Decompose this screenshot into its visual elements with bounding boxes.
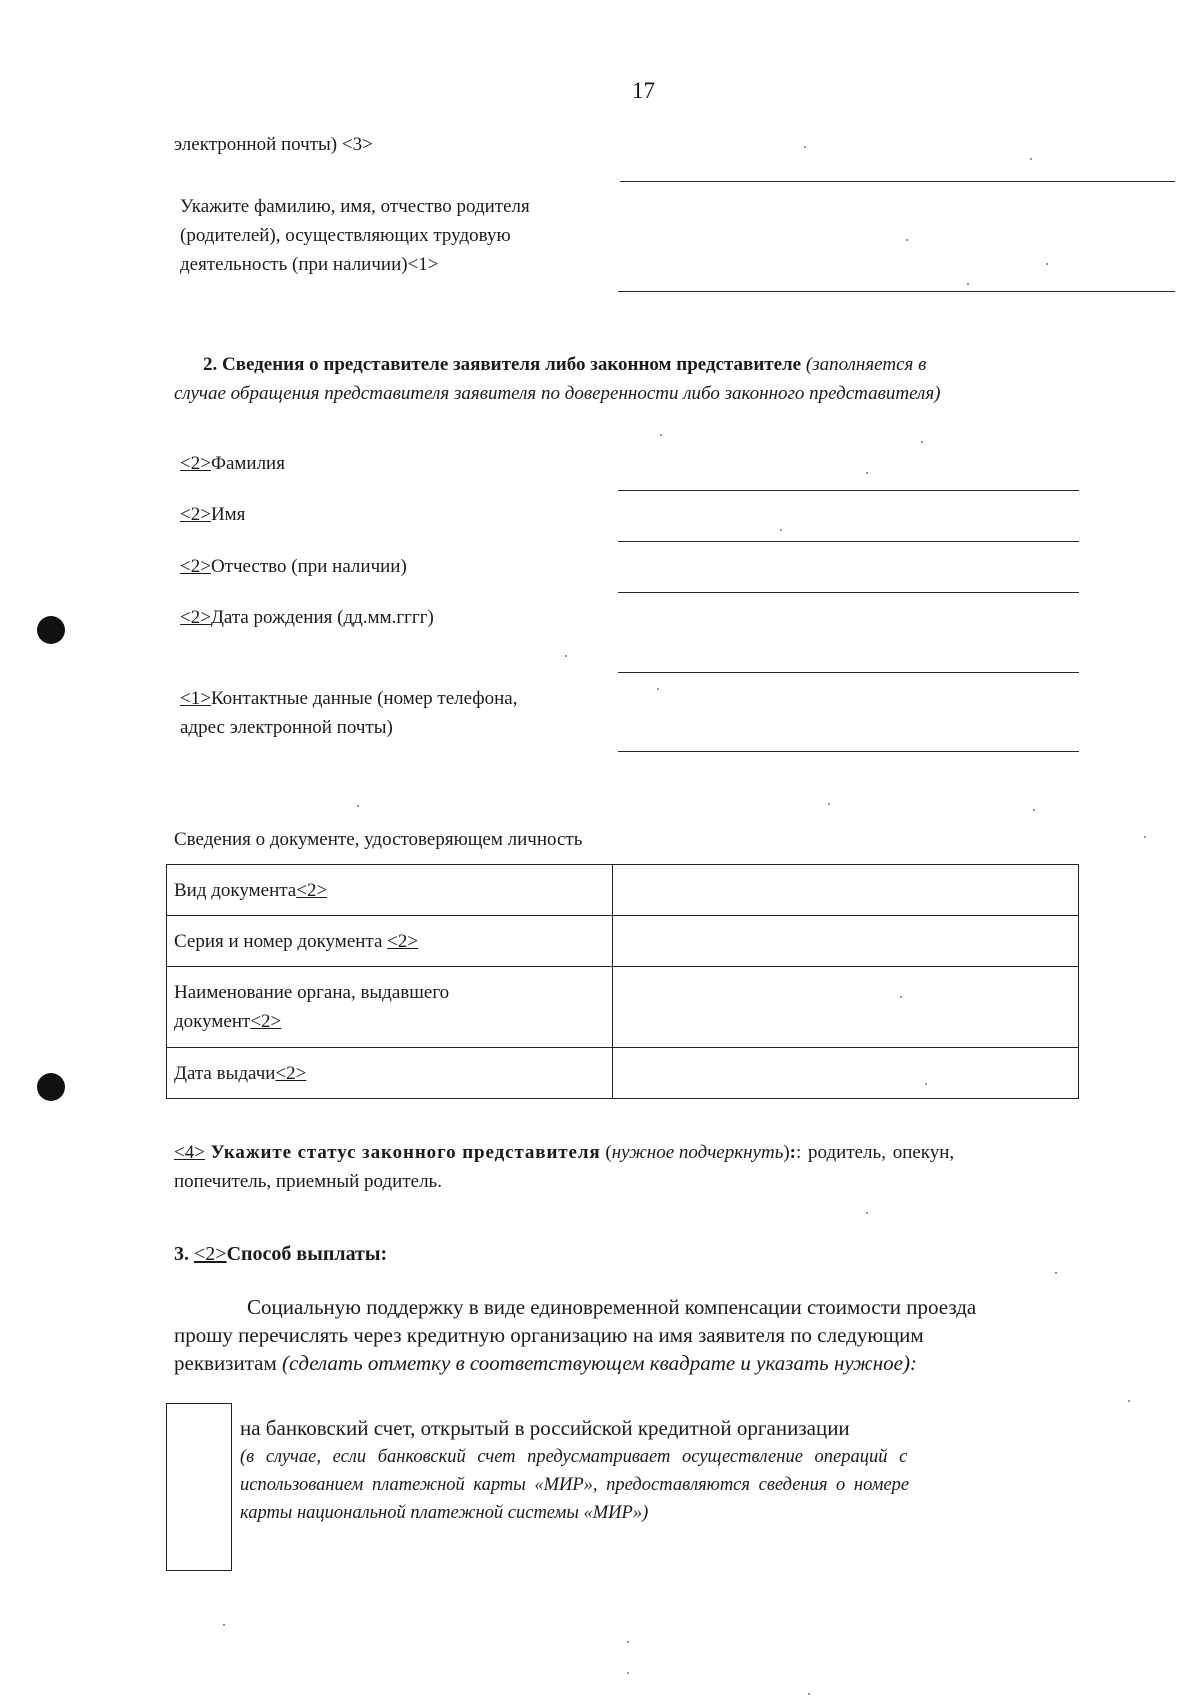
scan-speck [808,1693,810,1695]
parents-answer-line[interactable] [618,291,1175,292]
section2-heading [203,350,926,379]
section3-ref[interactable]: <2> [194,1243,227,1265]
scan-speck [828,803,830,805]
rep-field-name [180,500,245,529]
scan-speck [906,239,908,241]
rep-field-ref[interactable]: <2> [180,607,211,628]
rep-field-ref[interactable]: <2> [180,453,211,474]
section2-heading-italic-1: (заполняется в [805,354,927,375]
scan-speck [1144,836,1146,838]
table-row [167,967,1079,1048]
row-label-2: документ [174,1011,251,1032]
rep-field-contact [180,684,517,713]
email-line-label: электронной почты) <3> [174,134,373,155]
birthdate-answer-line[interactable] [618,672,1079,673]
page-number: 17 [632,78,655,103]
row-ref[interactable]: <2> [275,1062,307,1084]
scan-speck [1055,1272,1057,1274]
rep-field-label: Контактные данные (номер телефона, [210,688,518,709]
scan-speck [357,805,359,807]
section3-para-2: прошу перечислять через кредитную организацию на имя заявителя по следующим [174,1323,924,1347]
row-ref[interactable]: <2> [250,1011,282,1032]
scan-speck [1046,263,1048,265]
scan-speck [866,472,868,474]
legal-rep-italic: нужное подчеркнуть [611,1142,784,1163]
rep-field-contact-2: адрес электронной почты) [180,717,393,738]
rep-field-ref[interactable]: <2> [180,504,211,525]
parents-label-2: (родителей), осуществляющих трудовую [180,225,511,246]
scan-speck [804,146,806,148]
section2-heading-bold: 2. Сведения о представителе заявителя либо законном представителе [203,354,802,375]
scan-speck [925,1083,927,1085]
row-label: Дата выдачи [174,1062,276,1084]
legal-rep-bold: Укажите статус законного представителя [204,1142,601,1163]
bank-account-note-3: карты национальной платежной системы «МИР») [240,1503,649,1523]
legal-rep-options[interactable]: : родитель, опекун, [796,1142,955,1163]
bank-account-option-title: на банковский счет, открытый в российской кредитной организации [240,1416,850,1440]
scan-speck [967,283,969,285]
doc-issuer-label [167,967,613,1048]
scan-speck [921,441,923,443]
table-row [167,916,1079,967]
doc-type-label [167,865,613,916]
legal-rep-ref[interactable]: <4> [174,1142,205,1163]
bank-account-note-1: (в случае, если банковский счет предусматривает осуществление операций с [240,1447,908,1467]
doc-type-value[interactable] [612,865,1078,916]
rep-field-surname [180,449,285,478]
patronymic-answer-line[interactable] [618,592,1079,593]
row-ref[interactable]: <2> [296,879,328,901]
section3-heading [174,1240,387,1269]
section3-para-1: Социальную поддержку в виде единовременной компенсации стоимости проезда [247,1295,977,1319]
scan-speck [780,529,782,531]
rep-field-label: Имя [210,504,246,525]
rep-field-label: Фамилия [210,453,285,474]
para-plain: реквизитам [174,1351,283,1375]
section3-title: Способ выплаты: [226,1243,388,1265]
row-label: Серия и номер документа [174,930,388,952]
row-ref[interactable]: <2> [387,930,419,952]
row-label: Наименование органа, выдавшего [174,982,450,1003]
scan-speck [660,434,662,436]
scan-speck [627,1672,629,1674]
doc-date-value[interactable] [612,1048,1078,1099]
rep-field-birthdate [180,603,434,632]
contact-answer-line[interactable] [618,751,1079,752]
table-row [167,865,1079,916]
binder-hole-bottom [37,1073,65,1101]
name-answer-line[interactable] [618,541,1079,542]
scan-speck [565,655,567,657]
surname-answer-line[interactable] [618,490,1079,491]
scan-speck [627,1641,629,1643]
para-italic: (сделать отметку в соответствующем квадрате и указать нужное): [282,1351,917,1375]
legal-rep-status: <4> Укажите статус законного представителя (нужное подчеркнуть):: родитель, опекун, [174,1142,955,1163]
rep-field-ref[interactable]: <1> [180,688,211,709]
scan-speck [657,688,659,690]
email-answer-line[interactable] [620,181,1175,182]
parents-label-3: деятельность (при наличии)<1> [180,254,439,275]
doc-date-label [167,1048,613,1099]
legal-rep-options-2[interactable]: попечитель, приемный родитель. [174,1171,442,1192]
identity-doc-title: Сведения о документе, удостоверяющем личность [174,829,583,850]
parents-label-1: Укажите фамилию, имя, отчество родителя [180,196,530,217]
bank-account-checkbox[interactable] [166,1403,232,1571]
scan-speck [1033,809,1035,811]
doc-issuer-value[interactable] [612,967,1078,1048]
rep-field-ref[interactable]: <2> [180,556,211,577]
rep-field-patronymic [180,552,407,581]
bank-account-note-2: использованием платежной карты «МИР», предоставляются сведения о номере [240,1475,910,1495]
scan-speck [900,996,902,998]
scan-speck [1128,1400,1130,1402]
scan-speck [223,1624,225,1626]
doc-number-value[interactable] [612,916,1078,967]
scan-speck [866,1212,868,1214]
identity-doc-table [166,864,1079,1099]
row-label: Вид документа [174,879,297,901]
binder-hole-top [37,616,65,644]
scan-speck [1030,158,1032,160]
doc-number-label [167,916,613,967]
section3-number: 3. [174,1243,194,1265]
section2-heading-italic-2: случае обращения представителя заявителя по доверенности либо законного представителя) [174,383,941,404]
rep-field-label: Дата рождения (дд.мм.гггг) [210,607,434,628]
section3-para-3 [174,1349,917,1377]
table-row [167,1048,1079,1099]
rep-field-label: Отчество (при наличии) [210,556,407,577]
